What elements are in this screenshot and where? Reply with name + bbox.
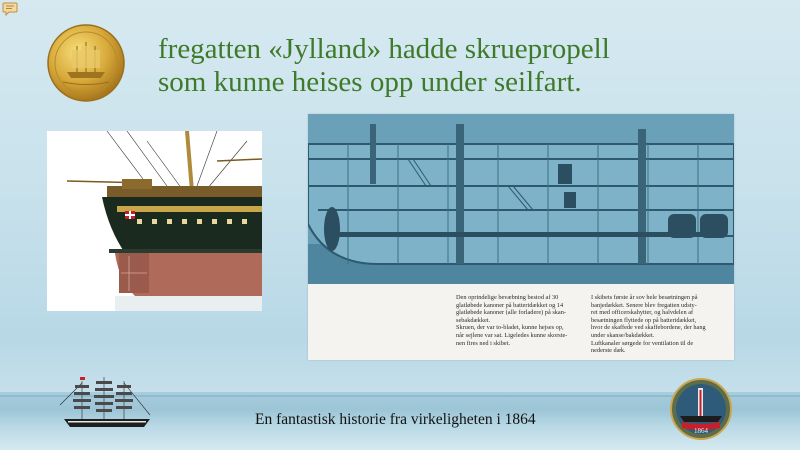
footer-tagline: En fantastisk historie fra virkeligheten i 1864 [255,411,536,428]
title-line-1: fregatten «Jylland» hadde skruepropell [158,33,610,65]
cross-section-diagram [308,114,734,360]
badge-year: 1864 [694,427,708,435]
ship-silhouette-icon [58,375,154,435]
frigate-badge-icon [670,378,732,440]
caption-left: Den oprindelige bevæbning bestod af 30 glatløbede kanoner på batteridækket og 14 glatløbede kanoner (alle forladere) på skan- sebakdækket. Skruen, der var to-bladet, kunne hejses op, når sejlene var sat. Ligeledes kunne skorste- nen fires ned i skibet. [456,294,568,347]
title-line-2: som kunne heises opp under seilfart. [158,66,582,98]
comment-icon[interactable] [2,2,18,16]
ship-model-illustration [47,131,262,311]
slide-title [158,33,718,99]
caption-right: I skibets første år sov hele besætningen på banjedækket. Senere blev fregatten udsty- ret med officerskahytter, og halvdelen af besætningen flyttede op på batteridækket, hvor de skaffede ved skaffebordene, der hang under skanse/bakdækket. Luftkanaler sørgede for ventilation til de nederste dæk. [591,294,706,355]
ship-model-photo [47,131,262,311]
gold-coin-emblem [47,24,125,102]
